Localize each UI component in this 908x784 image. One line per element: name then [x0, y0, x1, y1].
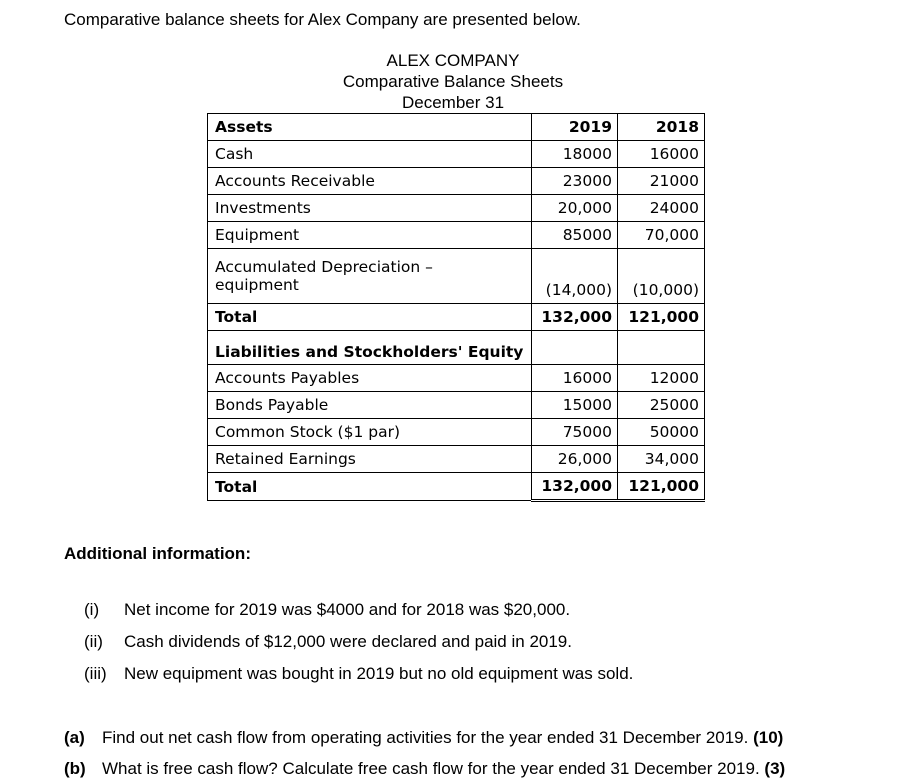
additional-info-title: Additional information:: [64, 544, 251, 563]
row-label-line1: Accumulated Depreciation –: [215, 258, 433, 276]
table-row: [208, 365, 705, 392]
value-2018: (10,000): [618, 249, 705, 304]
value-2018: 25000: [618, 392, 705, 419]
value-2019: 20,000: [532, 195, 618, 222]
row-label: Cash: [208, 141, 532, 168]
value-2018: 16000: [618, 141, 705, 168]
info-item: [84, 632, 572, 652]
row-label: Accounts Payables: [208, 365, 532, 392]
value-2018: 21000: [618, 168, 705, 195]
value-2019: 18000: [532, 141, 618, 168]
row-label: Investments: [208, 195, 532, 222]
value-2019: 15000: [532, 392, 618, 419]
table-row: [208, 446, 705, 473]
table-row: [208, 141, 705, 168]
table-row: [208, 392, 705, 419]
year-2019-header: 2019: [532, 114, 618, 141]
info-marker: (ii): [84, 632, 103, 651]
table-row: [208, 222, 705, 249]
total-2019: 132,000: [532, 473, 618, 501]
info-text: Net income for 2019 was $4000 and for 2018 was $20,000.: [124, 600, 571, 619]
info-text: New equipment was bought in 2019 but no old equipment was sold.: [124, 664, 634, 683]
info-item: [84, 664, 633, 684]
year-2018-header: 2018: [618, 114, 705, 141]
row-label: Equipment: [208, 222, 532, 249]
value-2019: (14,000): [532, 249, 618, 304]
total-label: Total: [208, 304, 532, 331]
value-2018: 50000: [618, 419, 705, 446]
question-points: (10): [753, 728, 784, 747]
value-2018: 34,000: [618, 446, 705, 473]
balance-sheet-table: [207, 113, 705, 502]
empty-cell: [618, 331, 705, 365]
info-text: Cash dividends of $12,000 were declared and paid in 2019.: [124, 632, 572, 651]
assets-header-label: Assets: [208, 114, 532, 141]
row-label-line2: equipment: [215, 276, 299, 294]
liabilities-total-row: [208, 473, 705, 501]
statement-title: Comparative Balance Sheets: [342, 72, 564, 91]
total-label: Total: [208, 473, 532, 501]
intro-text: Comparative balance sheets for Alex Company are presented below.: [64, 10, 581, 29]
assets-header-row: [208, 114, 705, 141]
question-text: What is free cash flow? Calculate free cash flow for the year ended 31 December 2019.: [102, 759, 760, 778]
accum-depreciation-row: [208, 249, 705, 304]
total-2019: 132,000: [532, 304, 618, 331]
table-row: [208, 419, 705, 446]
row-label: Accounts Receivable: [208, 168, 532, 195]
table-row: [208, 168, 705, 195]
row-label: Bonds Payable: [208, 392, 532, 419]
table-row: [208, 195, 705, 222]
total-2018: 121,000: [618, 473, 705, 501]
value-2019: 16000: [532, 365, 618, 392]
value-2018: 12000: [618, 365, 705, 392]
info-marker: (iii): [84, 664, 107, 683]
empty-cell: [532, 331, 618, 365]
question-b: [64, 759, 785, 779]
value-2018: 24000: [618, 195, 705, 222]
value-2018: 70,000: [618, 222, 705, 249]
info-item: [84, 600, 570, 620]
company-name: ALEX COMPANY: [386, 51, 520, 70]
value-2019: 23000: [532, 168, 618, 195]
row-label: Retained Earnings: [208, 446, 532, 473]
statement-date: December 31: [401, 93, 505, 112]
question-a: [64, 728, 783, 748]
row-label: [208, 249, 532, 304]
info-marker: (i): [84, 600, 100, 619]
assets-total-row: [208, 304, 705, 331]
question-text: Find out net cash flow from operating activities for the year ended 31 December 2019.: [102, 728, 749, 747]
value-2019: 85000: [532, 222, 618, 249]
total-2018: 121,000: [618, 304, 705, 331]
liabilities-header-label: Liabilities and Stockholders' Equity: [208, 331, 532, 365]
row-label: Common Stock ($1 par): [208, 419, 532, 446]
liabilities-header-row: [208, 331, 705, 365]
question-points: (3): [764, 759, 786, 778]
value-2019: 26,000: [532, 446, 618, 473]
question-marker: (b): [64, 759, 86, 778]
question-marker: (a): [64, 728, 85, 747]
value-2019: 75000: [532, 419, 618, 446]
